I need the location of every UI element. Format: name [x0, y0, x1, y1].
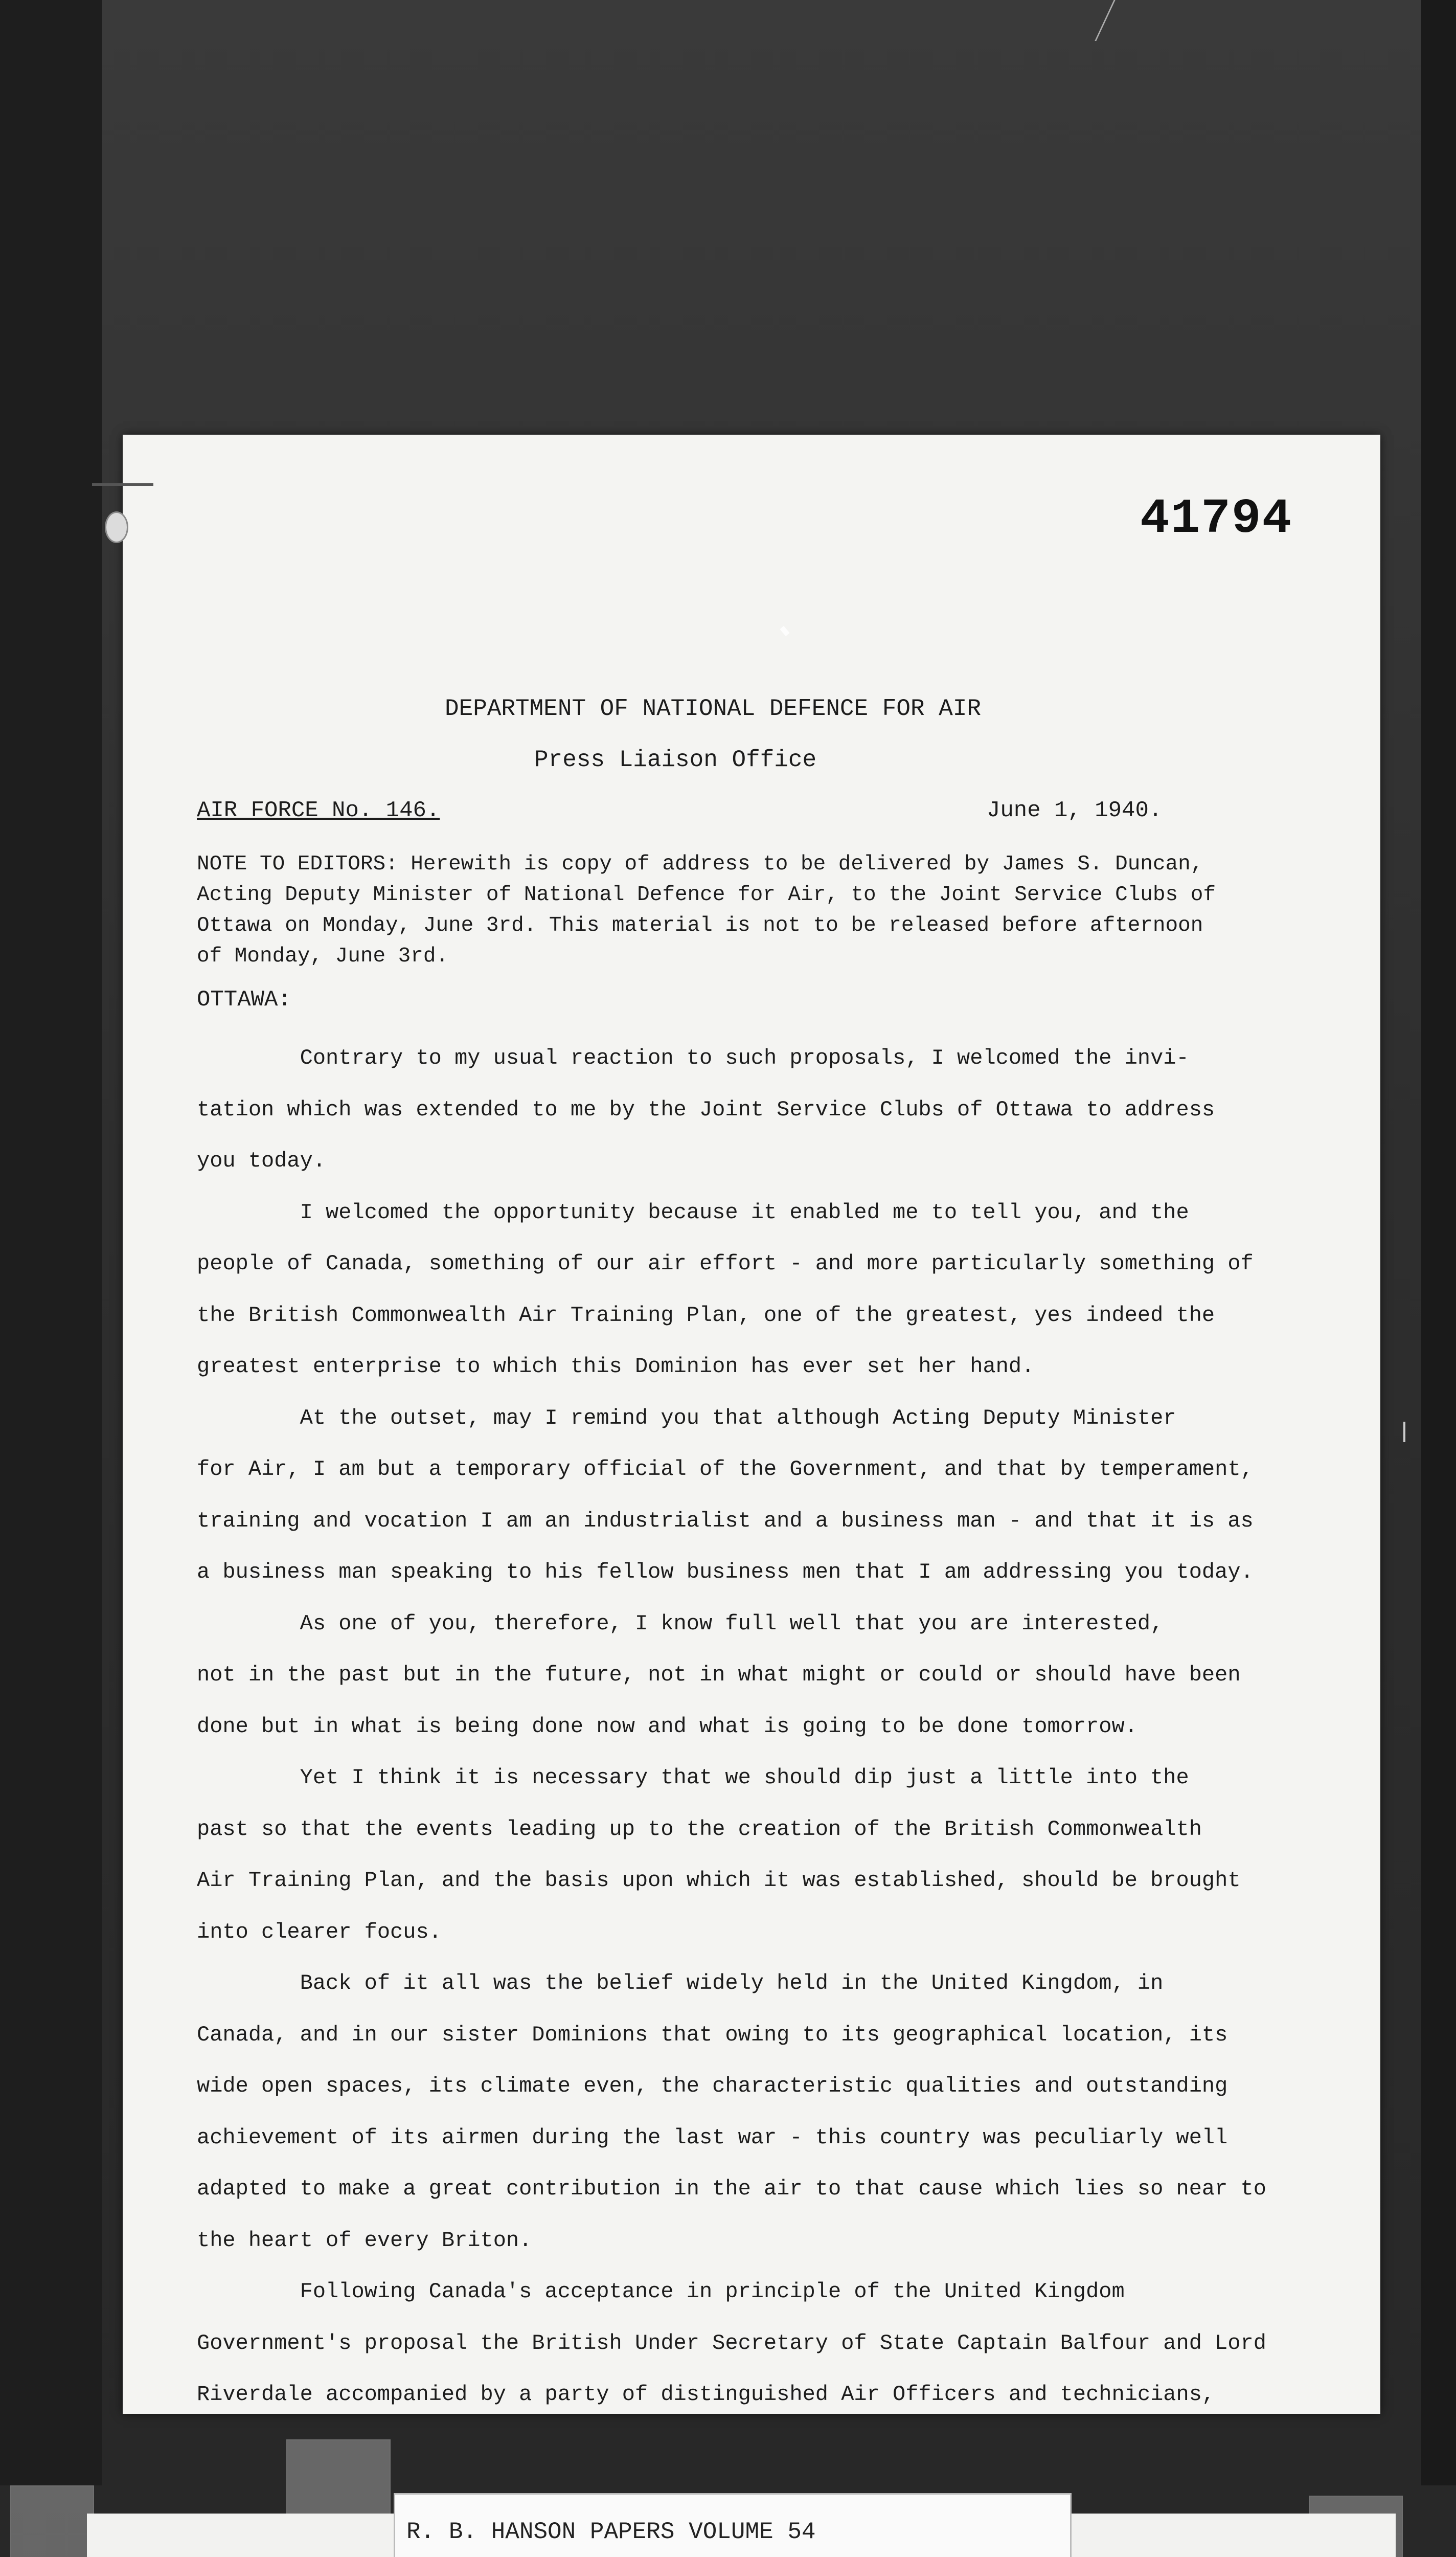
body-line: adapted to make a great contribution in the air to that cause which lies so near to — [197, 2177, 1266, 2201]
body-line: for Air, I am but a temporary official of the Government, and that by temperament, — [197, 1457, 1254, 1482]
margin-mark — [1403, 1422, 1405, 1442]
body-line: Air Training Plan, and the basis upon which it was established, should be brought — [197, 1868, 1241, 1893]
body-line: greatest enterprise to which this Dominion has ever set her hand. — [197, 1354, 1035, 1379]
body-line: Back of it all was the belief widely held in the United Kingdom, in — [197, 1971, 1164, 1995]
document-number: 41794 — [1140, 491, 1293, 547]
body-line: Canada, and in our sister Dominions that owing to its geographical location, its — [197, 2022, 1228, 2047]
body-line: Government's proposal the British Under Secretary of State Captain Balfour and Lord — [197, 2330, 1266, 2356]
body-line: the British Commonwealth Air Training Plan, one of the greatest, yes indeed the — [197, 1303, 1215, 1328]
body-line: people of Canada, something of our air effort - and more particularly something of — [197, 1251, 1254, 1276]
body-line: Following Canada's acceptance in principle of the United Kingdom — [197, 2279, 1125, 2304]
body-line: you today. — [197, 1149, 326, 1173]
body-line: achievement of its airmen during the last war - this country was peculiarly well — [197, 2125, 1228, 2150]
punch-hole-icon — [105, 511, 128, 543]
note-line: Acting Deputy Minister of National Defence for Air, to the Joint Service Clubs of — [197, 883, 1216, 907]
office-heading: Press Liaison Office — [534, 747, 817, 773]
body-line: not in the past but in the future, not in what might or could or should have been — [197, 1663, 1241, 1687]
dateline: OTTAWA: — [197, 987, 291, 1013]
release-date: June 1, 1940. — [987, 798, 1163, 823]
body-line: past so that the events leading up to the creation of the British Commonwealth — [197, 1816, 1202, 1842]
body-line: into clearer focus. — [197, 1919, 442, 1944]
body-line: tation which was extended to me by the Joint Service Clubs of Ottawa to address — [197, 1097, 1215, 1122]
tape-strip — [10, 2485, 94, 2557]
body-line: I welcomed the opportunity because it enabled me to tell you, and the — [197, 1200, 1189, 1225]
volume-label: R. B. HANSON PAPERS VOLUME 54 — [406, 2519, 816, 2545]
body-line: wide open spaces, its climate even, the characteristic qualities and outstanding — [197, 2074, 1228, 2098]
note-line: NOTE TO EDITORS: Herewith is copy of address to be delivered by James S. Duncan, — [197, 853, 1203, 876]
board-right-edge — [1421, 0, 1456, 2485]
body-line: Yet I think it is necessary that we should dip just a little into the — [197, 1765, 1189, 1790]
body-line: Contrary to my usual reaction to such proposals, I welcomed the invi- — [197, 1046, 1189, 1070]
body-line: the heart of every Briton. — [197, 2228, 532, 2253]
note-line: of Monday, June 3rd. — [197, 945, 449, 968]
board-left-edge — [0, 0, 102, 2485]
note-line: Ottawa on Monday, June 3rd. This material is not to be released before afternoon — [197, 914, 1203, 937]
body-line: Riverdale accompanied by a party of distinguished Air Officers and technicians, — [197, 2382, 1215, 2407]
body-line: As one of you, therefore, I know full well that you are interested, — [197, 1611, 1164, 1636]
release-number: AIR FORCE No. 146. — [197, 798, 440, 823]
pencil-dash — [92, 483, 153, 486]
body-line: training and vocation I am an industrialist and a business man - and that it is as — [197, 1508, 1254, 1533]
department-heading: DEPARTMENT OF NATIONAL DEFENCE FOR AIR — [445, 696, 981, 722]
body-line: At the outset, may I remind you that although Acting Deputy Minister — [197, 1405, 1176, 1430]
body-line: done but in what is being done now and what is going to be done tomorrow. — [197, 1714, 1138, 1739]
body-line: a business man speaking to his fellow business men that I am addressing you today. — [197, 1560, 1254, 1584]
note-to-editors — [197, 849, 1216, 972]
